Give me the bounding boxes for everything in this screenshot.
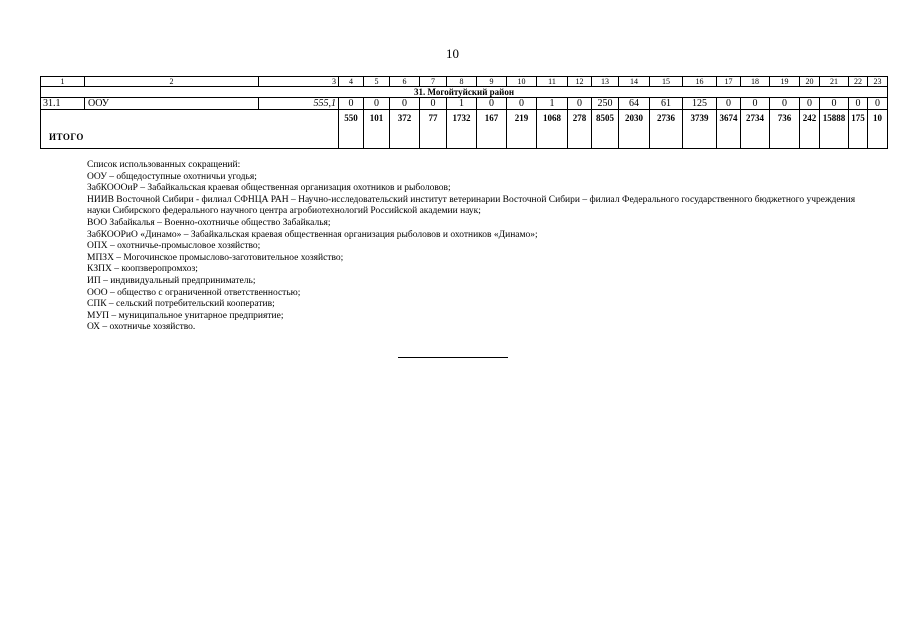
row-value: 0: [717, 98, 741, 110]
total-value: 2736: [650, 110, 683, 149]
total-value: 219: [507, 110, 537, 149]
abbreviation-item: МПЗХ – Могочинское промыслово-заготовительное хозяйство;: [87, 252, 344, 263]
total-value: 372: [390, 110, 420, 149]
total-value: 1068: [537, 110, 568, 149]
abbreviation-item: ИП – индивидуальный предприниматель;: [87, 275, 256, 286]
region-heading-row: [41, 87, 888, 98]
column-number: 21: [820, 77, 849, 87]
region-title: 31. Могойтуйский район: [41, 87, 888, 98]
total-row: [41, 110, 888, 149]
row-value: 250: [592, 98, 619, 110]
total-value: 77: [420, 110, 447, 149]
total-value: 167: [477, 110, 507, 149]
column-number: 7: [420, 77, 447, 87]
abbreviation-item: МУП – муниципальное унитарное предприятие;: [87, 310, 284, 321]
row-area: 555,1: [259, 98, 339, 110]
row-value: 125: [683, 98, 717, 110]
total-value: 1732: [447, 110, 477, 149]
row-value: 0: [507, 98, 537, 110]
abbreviations-list: [87, 160, 867, 334]
column-number: 20: [800, 77, 820, 87]
column-number: 5: [364, 77, 390, 87]
column-number: 4: [339, 77, 364, 87]
abbreviation-item: ООО – общество с ограниченной ответственностью;: [87, 287, 301, 298]
abbreviation-item: СПК – сельский потребительский кооператив;: [87, 299, 275, 310]
column-number: 23: [868, 77, 888, 87]
column-number: 10: [507, 77, 537, 87]
column-number: 9: [477, 77, 507, 87]
abbreviation-item: КЗПХ – коопзверопромхоз;: [87, 264, 198, 275]
total-value: 101: [364, 110, 390, 149]
row-value: 1: [537, 98, 568, 110]
column-number: 17: [717, 77, 741, 87]
total-value: 3674: [717, 110, 741, 149]
total-value: 242: [800, 110, 820, 149]
row-value: 0: [741, 98, 770, 110]
column-number: 2: [85, 77, 259, 87]
row-value: 61: [650, 98, 683, 110]
row-value: 64: [619, 98, 650, 110]
row-value: 0: [868, 98, 888, 110]
row-name: ООУ: [85, 98, 259, 110]
abbreviation-item: ОХ – охотничье хозяйство.: [87, 322, 196, 333]
column-number: 13: [592, 77, 619, 87]
column-number: 1: [41, 77, 85, 87]
column-number-row: [41, 77, 888, 87]
total-value: 736: [770, 110, 800, 149]
row-value: 1: [447, 98, 477, 110]
total-value: 2734: [741, 110, 770, 149]
column-number: 6: [390, 77, 420, 87]
row-value: 0: [770, 98, 800, 110]
column-number: 11: [537, 77, 568, 87]
row-value: 0: [477, 98, 507, 110]
column-number: 8: [447, 77, 477, 87]
row-value: 0: [849, 98, 868, 110]
abbreviation-item: ООУ – общедоступные охотничьи угодья;: [87, 171, 257, 182]
total-label-cell: [41, 110, 339, 149]
hunting-grounds-table: [40, 76, 888, 149]
column-number: 14: [619, 77, 650, 87]
row-value: 0: [390, 98, 420, 110]
column-number: 16: [683, 77, 717, 87]
row-value: 0: [568, 98, 592, 110]
abbreviation-item: НИИВ Восточной Сибири - филиал СФНЦА РАН – Научно-исследовательский институт ветеринарии Восточной Сибири – филиал Федерального государственного бюджетного учреждения науки Сибирского федерального научного центра агробиотехнологий Российской академии наук;: [87, 194, 856, 217]
total-value: 2030: [619, 110, 650, 149]
total-value: 278: [568, 110, 592, 149]
column-number: 19: [770, 77, 800, 87]
row-value: 0: [820, 98, 849, 110]
total-value: 8505: [592, 110, 619, 149]
column-number: 12: [568, 77, 592, 87]
total-label: ИТОГО: [49, 132, 84, 142]
column-number: 22: [849, 77, 868, 87]
total-value: 15888: [820, 110, 849, 149]
abbreviation-item: ВОО Забайкалья – Военно-охотничье общество Забайкалья;: [87, 217, 331, 228]
end-of-document-rule: [398, 357, 508, 358]
row-value: 0: [339, 98, 364, 110]
total-value: 3739: [683, 110, 717, 149]
row-value: 0: [800, 98, 820, 110]
abbreviation-item: ОПХ – охотничье-промысловое хозяйство;: [87, 241, 261, 252]
total-value: 550: [339, 110, 364, 149]
row-number: 31.1: [41, 98, 85, 110]
row-value: 0: [420, 98, 447, 110]
abbreviation-item: ЗабКОООиР – Забайкальская краевая общественная организация охотников и рыболовов;: [87, 183, 451, 194]
abbreviation-item: ЗабКООРиО «Динамо» – Забайкальская краевая общественная организация рыболовов и охотников «Динамо»;: [87, 229, 538, 240]
total-value: 10: [868, 110, 888, 149]
column-number: 15: [650, 77, 683, 87]
column-number: 18: [741, 77, 770, 87]
total-value: 175: [849, 110, 868, 149]
page-number: 10: [446, 46, 459, 61]
table-row: [41, 98, 888, 110]
row-value: 0: [364, 98, 390, 110]
column-number: 3: [259, 77, 339, 87]
abbreviations-title: Список использованных сокращений:: [87, 160, 241, 170]
